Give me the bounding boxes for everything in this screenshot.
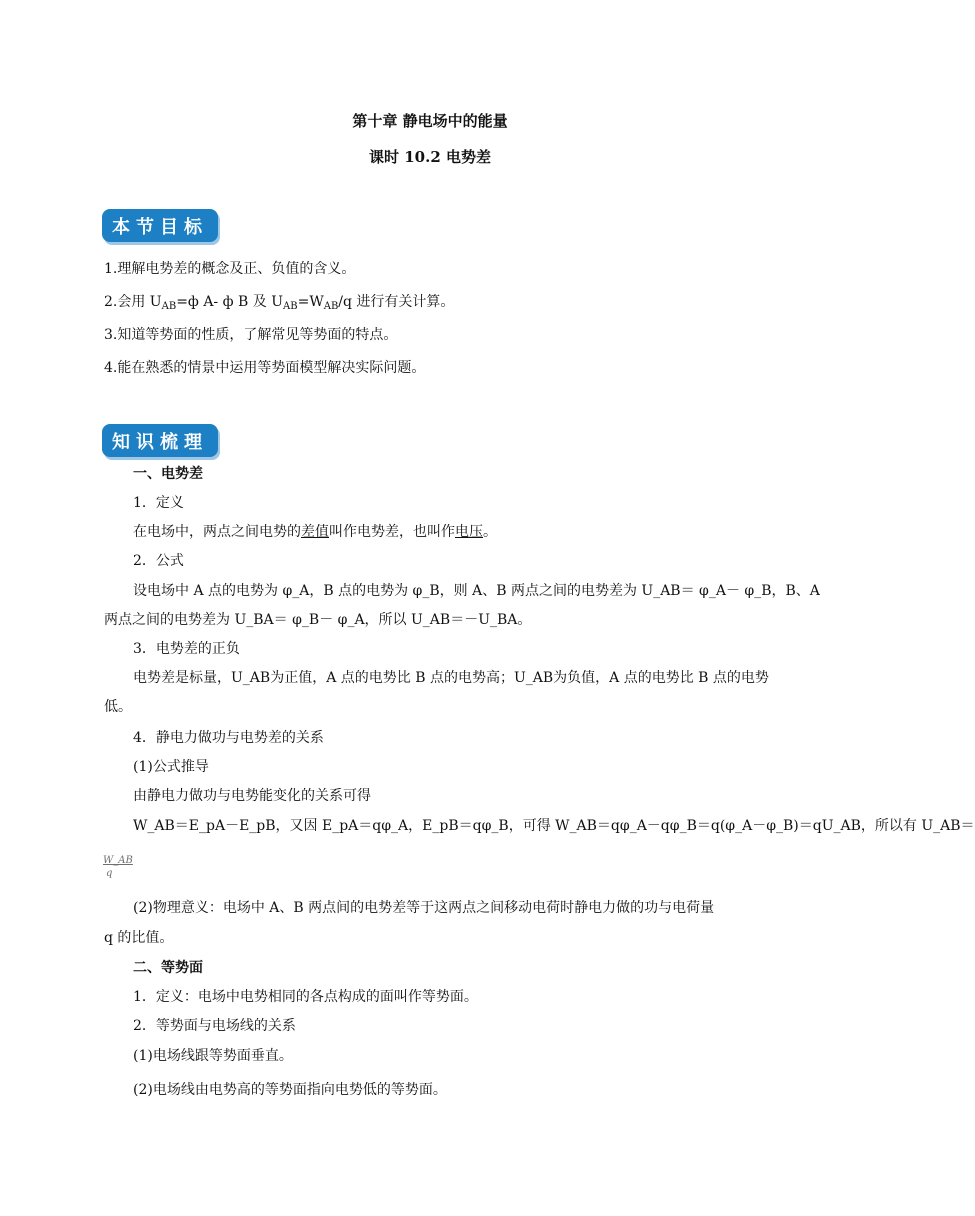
relation-1: (1)电场线跟等势面垂直。 xyxy=(133,1048,293,1064)
fraction-wab-over-q: $\frac{W\_AB}{q}$ xyxy=(103,855,133,879)
derive-text: 由静电力做功与电势能变化的关系可得 xyxy=(133,788,371,804)
sign-title: 3．电势差的正负 xyxy=(133,641,240,657)
section-heading-equipotential: 二、等势面 xyxy=(133,960,203,976)
work-title: 4．静电力做功与电势差的关系 xyxy=(133,730,324,746)
goal-1: 1.理解电势差的概念及正、负值的含义。 xyxy=(104,261,356,277)
definition-title: 1．定义 xyxy=(133,495,184,511)
section-heading-potential-difference: 一、电势差 xyxy=(133,466,203,482)
equipotential-definition: 1．定义：电场中电势相同的各点构成的面叫作等势面。 xyxy=(133,989,478,1005)
relation-2: (2)电场线由电势高的等势面指向电势低的等势面。 xyxy=(133,1082,447,1098)
goals-badge: 本节目标 xyxy=(102,209,218,242)
meaning-line-1: (2)物理意义：电场中 A、B 两点间的电势差等于这两点之间移动电荷时静电力做的功与电荷量 xyxy=(133,900,715,916)
formula-line-2: 两点之间的电势差为 U_BA＝ φ_B－ φ_A，所以 U_AB＝－U_BA。 xyxy=(104,612,532,628)
goal-3: 3.知道等势面的性质，了解常见等势面的特点。 xyxy=(104,327,398,343)
definition-text: 在电场中，两点之间电势的差值叫作电势差，也叫作电压。 xyxy=(133,524,497,540)
goal-4: 4.能在熟悉的情景中运用等势面模型解决实际问题。 xyxy=(104,360,426,376)
goal-2: 2.会用 $U_{AB}=ф$ A- ф B 及 $U_{AB}=W_{AB}/q$ 进行有关计算。 xyxy=(104,294,455,312)
relation-title: 2．等势面与电场线的关系 xyxy=(133,1018,296,1034)
lesson-title: 课时 10.2 电势差 xyxy=(369,148,491,166)
chapter-title: 第十章 静电场中的能量 xyxy=(352,112,508,130)
sign-line-2: 低。 xyxy=(104,699,132,715)
sign-line-1: 电势差是标量，U_AB为正值，A 点的电势比 B 点的电势高；U_AB为负值，A 点的电势比 B 点的电势 xyxy=(133,670,769,686)
formula-line-1: 设电场中 A 点的电势为 φ_A，B 点的电势为 φ_B，则 A、B 两点之间的电势差为 U_AB＝ φ_A－ φ_B，B、A xyxy=(133,583,820,599)
derive-formula: W_AB＝E_pA－E_pB，又因 E_pA＝qφ_A，E_pB＝qφ_B，可得 W_AB＝qφ_A－qφ_B＝q(φ_A－φ_B)＝qU_AB，所以有 U_AB＝ xyxy=(133,818,975,834)
knowledge-badge: 知识梳理 xyxy=(102,424,218,457)
meaning-line-2: q 的比值。 xyxy=(104,930,174,946)
derive-title: (1)公式推导 xyxy=(133,759,209,775)
formula-title: 2．公式 xyxy=(133,553,184,569)
